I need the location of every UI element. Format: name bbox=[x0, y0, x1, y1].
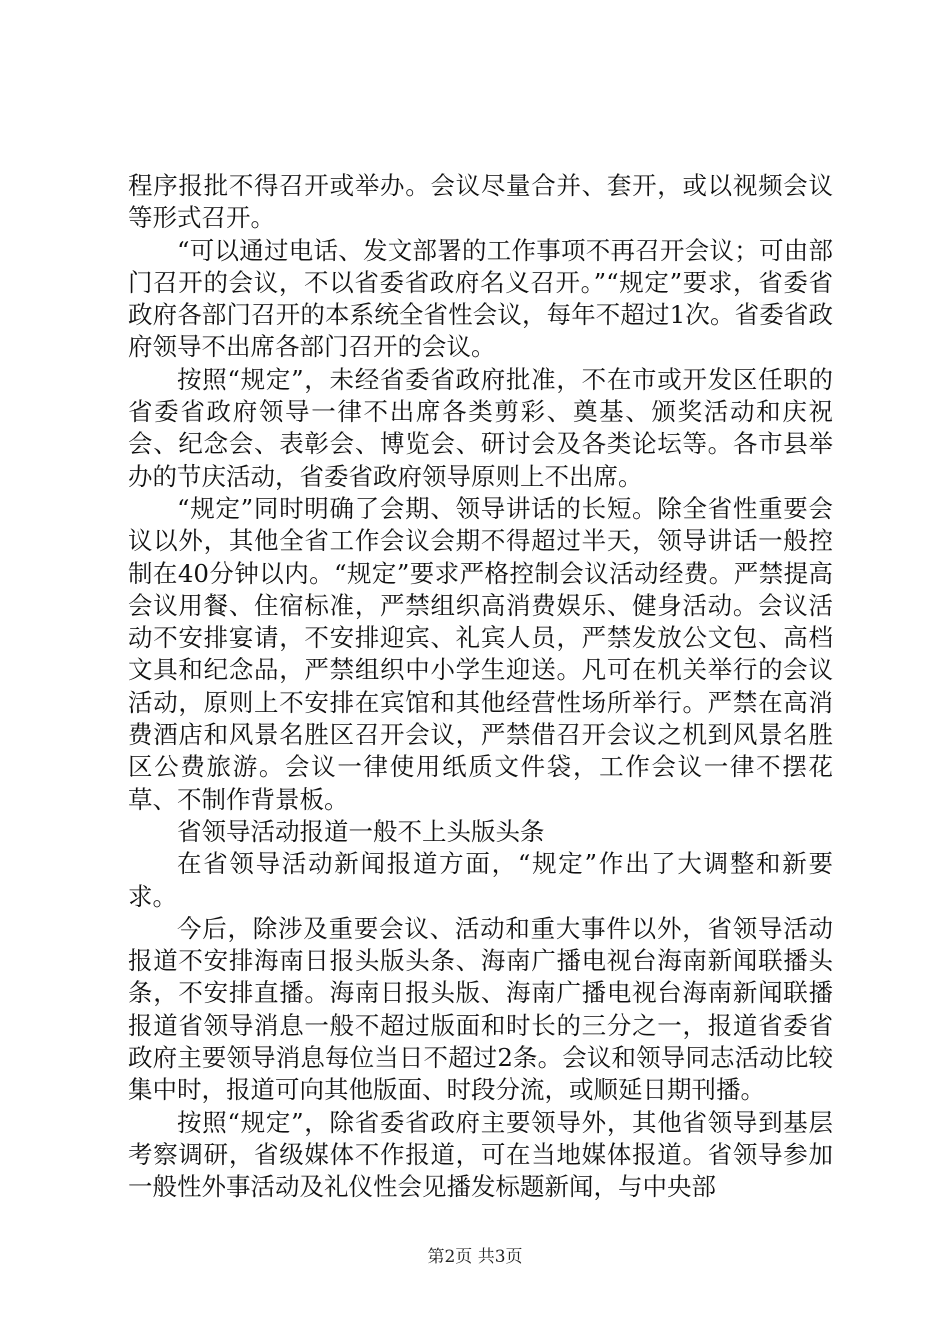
page-footer bbox=[0, 1245, 950, 1269]
paragraph-6: 今后，除涉及重要会议、活动和重大事件以外，省领导活动报道不安排海南日报头版头条、海南广播电视台海南新闻联播头条，不安排直播。海南日报头版、海南广播电视台海南新闻联播报道省领导消息一般不超过版面和时长的三分之一，报道省委省政府主要领导消息每位当日不超过2条。会议和领导同志活动比较集中时，报道可向其他版面、时段分流，或顺延日期刊播。 bbox=[128, 913, 833, 1105]
paragraph-3: 按照“规定”，未经省委省政府批准，不在市或开发区任职的省委省政府领导一律不出席各类剪彩、奠基、颁奖活动和庆祝会、纪念会、表彰会、博览会、研讨会及各类论坛等。各市县举办的节庆活动，省委省政府领导原则上不出席。 bbox=[128, 364, 833, 491]
paragraph-7: 按照“规定”，除省委省政府主要领导外，其他省领导到基层考察调研，省级媒体不作报道，可在当地媒体报道。省领导参加一般性外事活动及礼仪性会见播发标题新闻，与中央部 bbox=[128, 1107, 833, 1202]
document-body bbox=[128, 170, 833, 1204]
section-heading: 省领导活动报道一般不上头版头条 bbox=[177, 816, 545, 846]
paragraph-1: 程序报批不得召开或举办。会议尽量合并、套开，或以视频会议等形式召开。 bbox=[128, 171, 833, 233]
paragraph-5: 在省领导活动新闻报道方面，“规定”作出了大调整和新要求。 bbox=[128, 849, 833, 911]
paragraph-4: “规定”同时明确了会期、领导讲话的长短。除全省性重要会议以外，其他全省工作会议会期不得超过半天，领导讲话一般控制在40分钟以内。“规定”要求严格控制会议活动经费。严禁提高会议用餐、住宿标准，严禁组织高消费娱乐、健身活动。会议活动不安排宴请，不安排迎宾、礼宾人员，严禁发放公文包、高档文具和纪念品，严禁组织中小学生迎送。凡可在机关举行的会议活动，原则上不安排在宾馆和其他经营性场所举行。严禁在高消费酒店和风景名胜区召开会议，严禁借召开会议之机到风景名胜区公费旅游。会议一律使用纸质文件袋，工作会议一律不摆花草、不制作背景板。 bbox=[128, 493, 833, 814]
page-number: 第2页 共3页 bbox=[427, 1247, 523, 1267]
paragraph-2: “可以通过电话、发文部署的工作事项不再召开会议；可由部门召开的会议，不以省委省政府名义召开。”“规定”要求，省委省政府各部门召开的本系统全省性会议，每年不超过1次。省委省政府领导不出席各部门召开的会议。 bbox=[128, 235, 833, 362]
